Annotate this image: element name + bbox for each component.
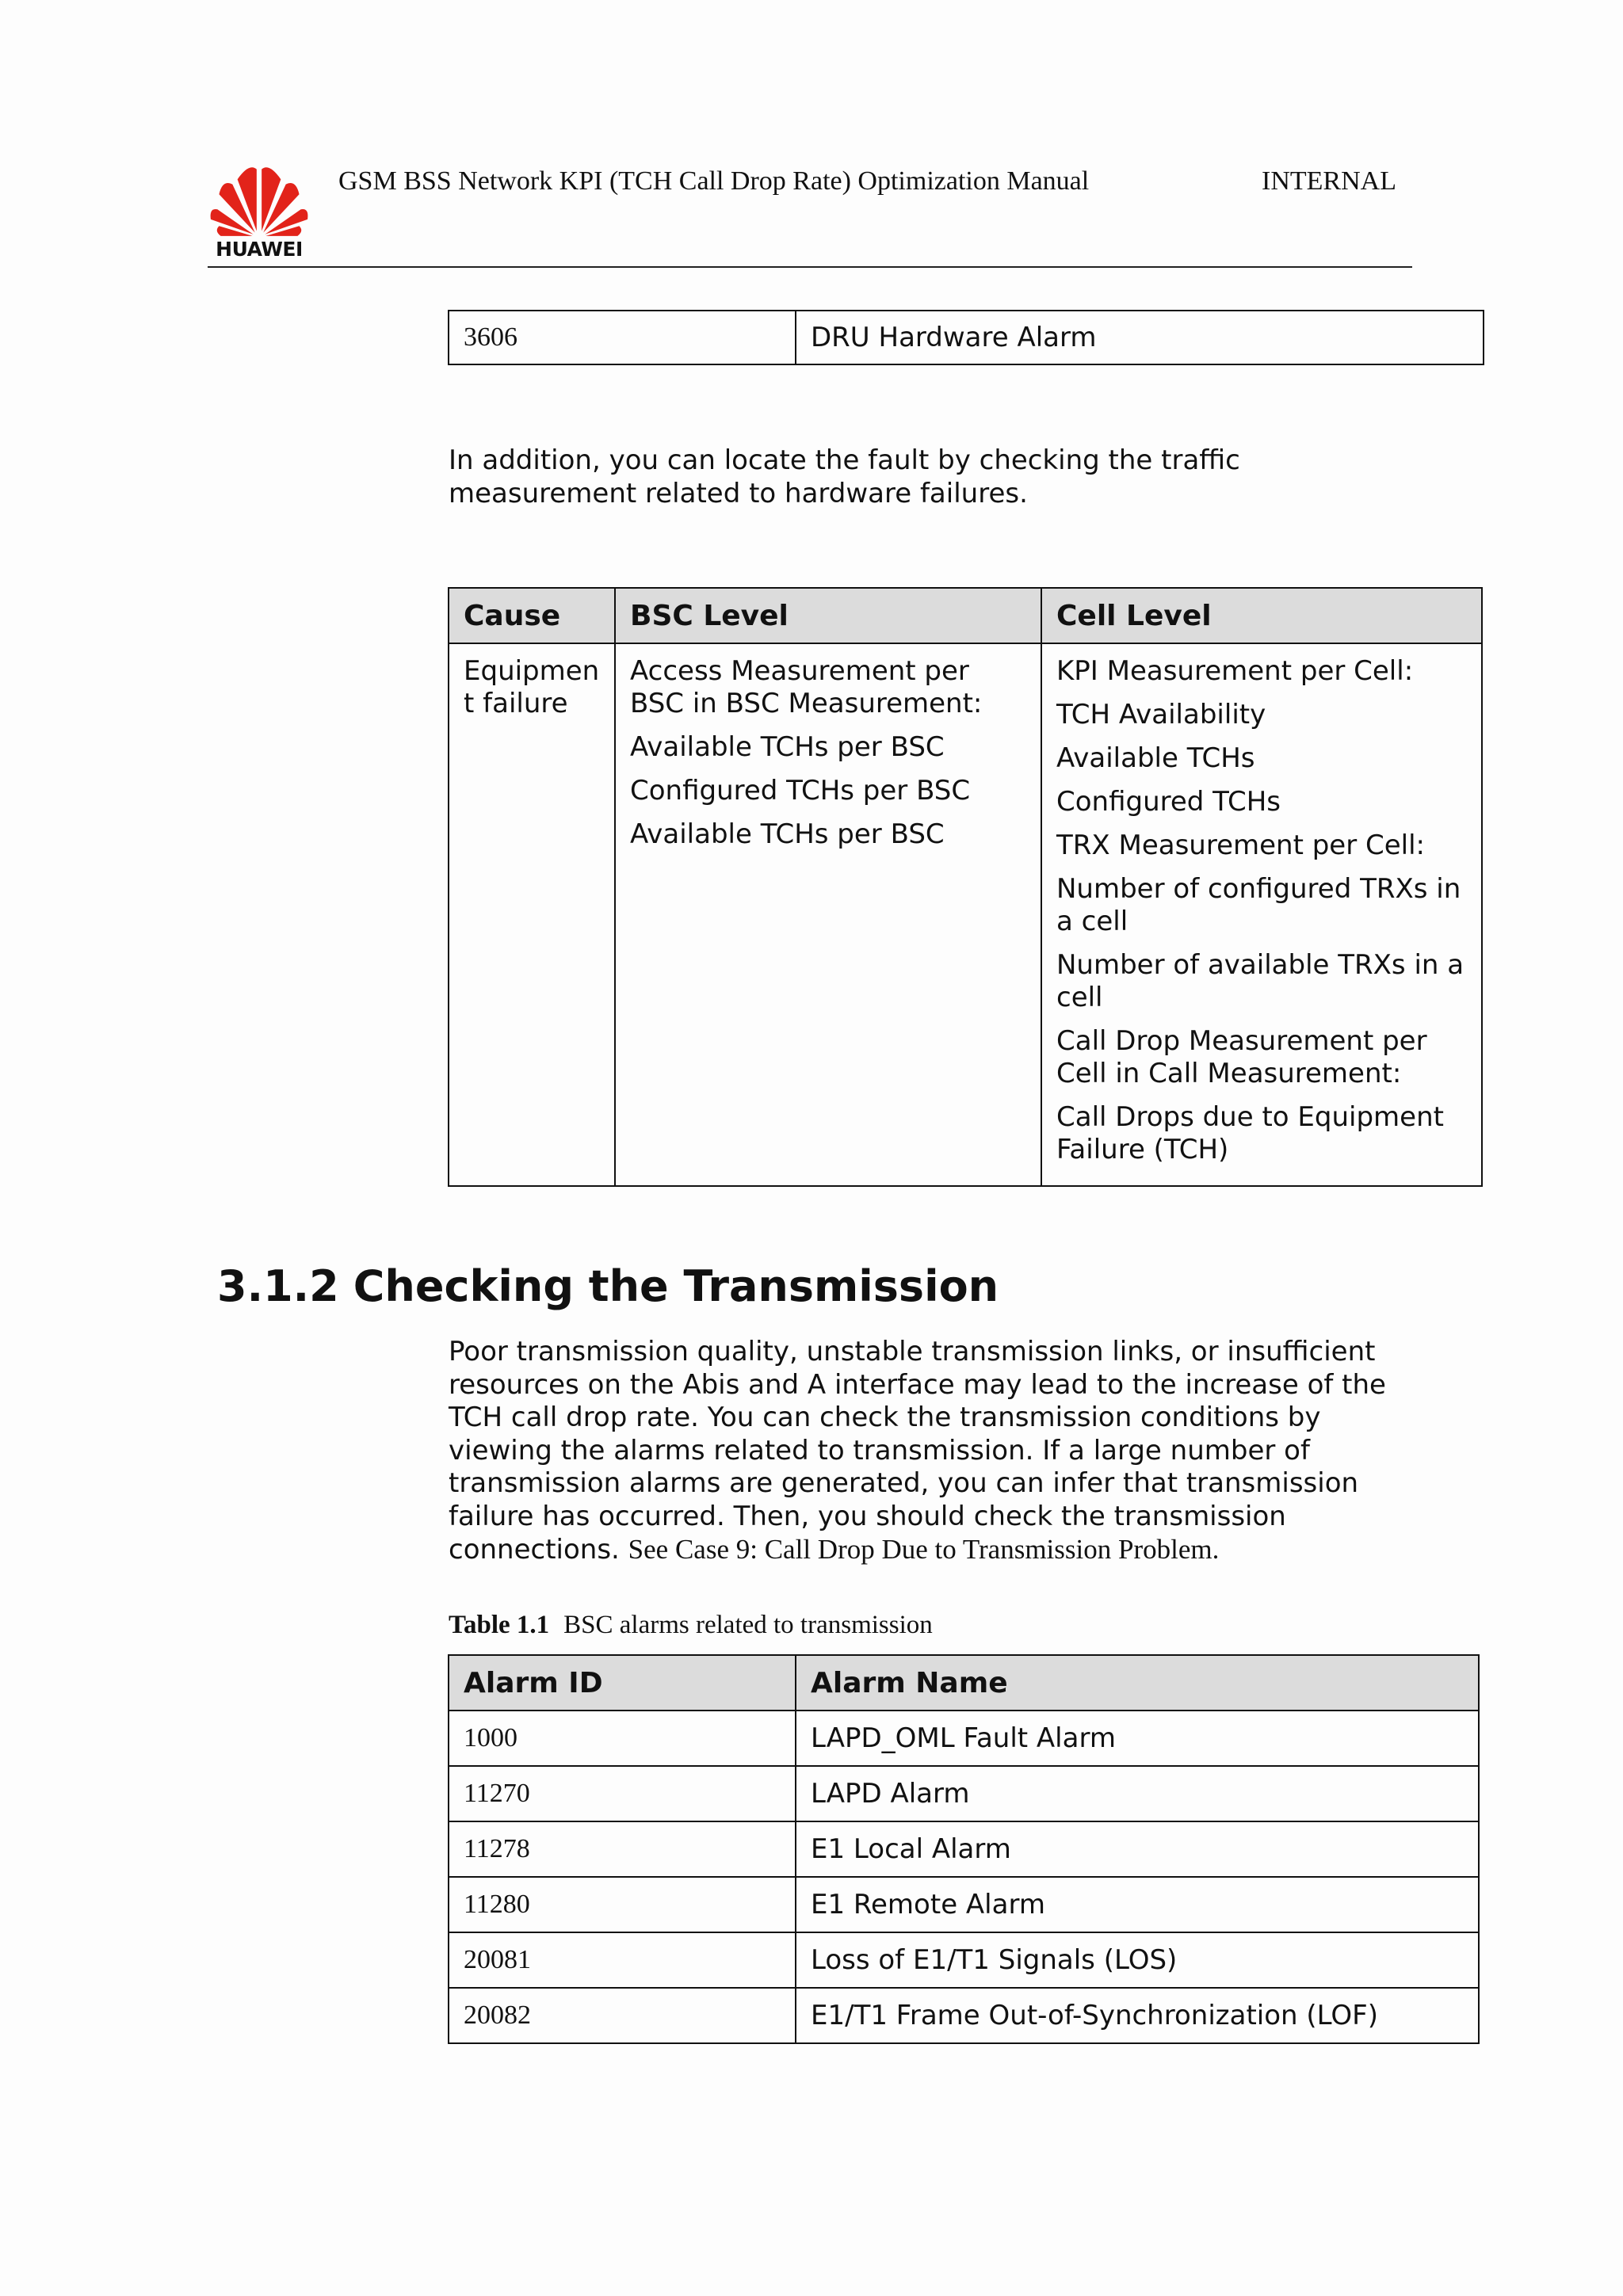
alarm-name-cell: LAPD_OML Fault Alarm: [796, 1711, 1479, 1766]
bsc-level-item: Access Measurement per BSC in BSC Measurement:: [630, 655, 983, 719]
huawei-petals-icon: [208, 158, 311, 238]
alarm-name-cell: Loss of E1/T1 Signals (LOS): [796, 1932, 1479, 1988]
bsc-level-item: Available TCHs per BSC: [630, 731, 945, 763]
transmission-paragraph: [449, 1336, 1400, 1567]
header-divider: [208, 266, 1412, 268]
document-title: GSM BSS Network KPI (TCH Call Drop Rate) Optimization Manual: [338, 166, 1090, 196]
cell-level-item: Number of available TRXs in a cell: [1056, 949, 1465, 1013]
alarm-id-cell: 1000: [449, 1711, 796, 1766]
bsc-level-item: Configured TCHs per BSC: [630, 775, 971, 807]
hardware-alarm-table: [448, 310, 1484, 365]
cell-level-item: Configured TCHs: [1056, 786, 1281, 818]
alarm-id-cell: 20082: [449, 1988, 796, 2043]
alarm-name-cell: LAPD Alarm: [796, 1766, 1479, 1821]
cause-text: Equipment failure: [464, 655, 600, 719]
table-caption-label: Table 1.1: [449, 1611, 550, 1639]
transmission-alarm-table: [448, 1654, 1480, 2044]
intro-paragraph: In addition, you can locate the fault by checking the traffic measurement related to hardware failures.: [449, 444, 1240, 509]
section-number: 3.1.2: [217, 1261, 339, 1311]
bsc-level-item: Available TCHs per BSC: [630, 818, 945, 850]
table-row: [449, 1932, 1479, 1988]
table-row: [449, 311, 1484, 364]
traffic-measurement-table: [448, 587, 1483, 1187]
classification-label: INTERNAL: [1262, 166, 1396, 196]
column-header-bsc-level: BSC Level: [615, 588, 1041, 643]
alarm-id-cell: 3606: [449, 311, 796, 364]
cell-level-item: Call Drops due to Equipment Failure (TCH): [1056, 1101, 1444, 1165]
cause-cell: [449, 643, 615, 1186]
table-caption-text: BSC alarms related to transmission: [563, 1611, 933, 1639]
column-header-alarm-id: Alarm ID: [449, 1655, 796, 1711]
table-row: [449, 643, 1482, 1186]
table-row: [449, 1711, 1479, 1766]
table-caption: [449, 1611, 933, 1640]
table-row: [449, 1877, 1479, 1932]
cell-level-item: TRX Measurement per Cell:: [1056, 830, 1426, 861]
logo-wordmark: HUAWEI: [216, 238, 303, 261]
alarm-name-cell: E1 Local Alarm: [796, 1821, 1479, 1877]
alarm-name-cell: E1/T1 Frame Out-of-Synchronization (LOF): [796, 1988, 1479, 2043]
column-header-cell-level: Cell Level: [1041, 588, 1482, 643]
alarm-id-cell: 20081: [449, 1932, 796, 1988]
cell-level-item: Number of configured TRXs in a cell: [1056, 873, 1461, 937]
alarm-id-cell: 11280: [449, 1877, 796, 1932]
section-title-text: Checking the Transmission: [353, 1261, 999, 1311]
cell-level-cell: [1041, 643, 1482, 1186]
column-header-cause: Cause: [449, 588, 615, 643]
paragraph-text: Poor transmission quality, unstable transmission links, or insufficient resources on the Abis and A interface may lead to the increase of the TCH call drop rate. You can check the transmission conditions by viewing the alarms related to transmission. If a large number of transmission alarms are generated, you can infer that transmission failure has occurred. Then, you should check the transmission connections.: [449, 1336, 1386, 1566]
table-header-row: [449, 1655, 1479, 1711]
bsc-level-cell: [615, 643, 1041, 1186]
alarm-id-cell: 11278: [449, 1821, 796, 1877]
section-heading: [217, 1261, 999, 1311]
table-row: [449, 1766, 1479, 1821]
alarm-id-cell: 11270: [449, 1766, 796, 1821]
huawei-logo: [208, 158, 311, 261]
table-row: [449, 1821, 1479, 1877]
cell-level-item: Call Drop Measurement per Cell in Call Measurement:: [1056, 1025, 1427, 1089]
cell-level-item: KPI Measurement per Cell:: [1056, 655, 1414, 687]
cell-level-item: TCH Availability: [1056, 699, 1266, 730]
table-header-row: [449, 588, 1482, 643]
case-reference-link[interactable]: See Case 9: Call Drop Due to Transmission Problem.: [628, 1534, 1220, 1565]
cell-level-item: Available TCHs: [1056, 742, 1255, 774]
table-row: [449, 1988, 1479, 2043]
column-header-alarm-name: Alarm Name: [796, 1655, 1479, 1711]
alarm-name-cell: E1 Remote Alarm: [796, 1877, 1479, 1932]
alarm-name-cell: DRU Hardware Alarm: [796, 311, 1484, 364]
